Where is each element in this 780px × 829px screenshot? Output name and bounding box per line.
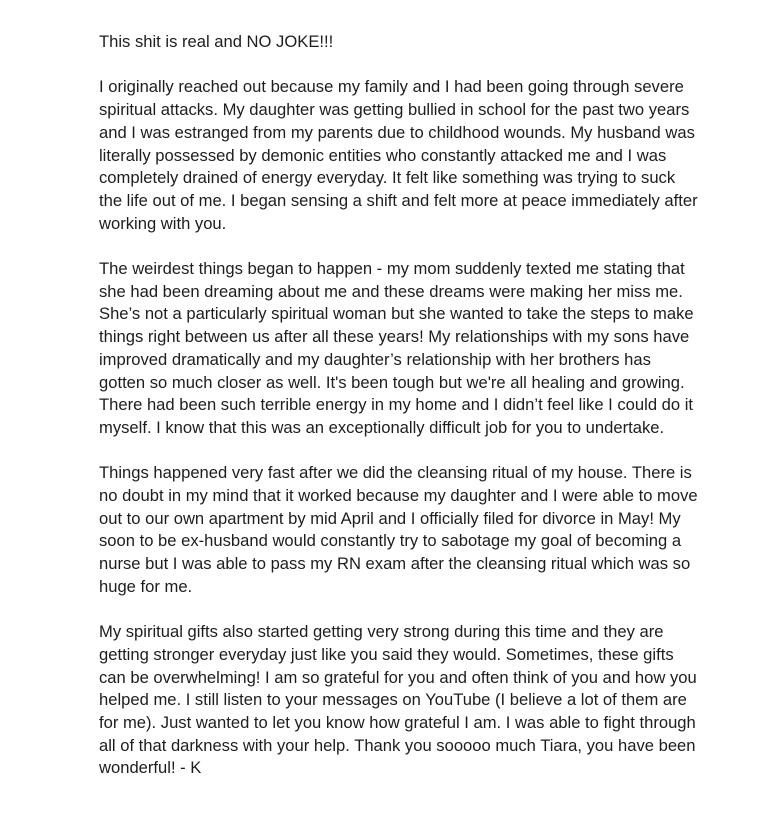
paragraph-cleansing-ritual: Things happened very fast after we did the cleansing ritual of my house. There is no doubt in my mind that it worked because my daughter and I were able to move out to our own apartment by mid April and I officially filed for divorce in May! My soon to be ex-husband would constantly try to sabotage my goal of becoming a nurse but I was able to pass my RN exam after the cleansing ritual which was so huge for me.	[99, 463, 698, 596]
paragraph-family-reconciliation: The weirdest things began to happen - my mom suddenly texted me stating that she had been dreaming about me and these dreams were making her miss me. She’s not a particularly spiritual woman but she wanted to take the steps to make things right between us after all these years! My relationships with my sons have improved dramatically and my daughter’s relationship with her brothers has gotten so much closer as well. It's been tough but we're all healing and growing. There had been such terrible energy in my home and I didn’t feel like I could do it myself. I know that this was an exceptionally difficult job for you to undertake.	[99, 259, 694, 437]
testimonial-document	[99, 31, 699, 780]
headline: This shit is real and NO JOKE!!!	[99, 32, 334, 51]
paragraph-spiritual-gifts: My spiritual gifts also started getting very strong during this time and they are getting stronger everyday just like you said they would. Sometimes, these gifts can be overwhelming! I am so grateful for you and often think of you and how you helped me. I still listen to your messages on YouTube (I believe a lot of them are for me). Just wanted to let you know how grateful I am. I was able to fight through all of that darkness with your help. Thank you sooooo much Tiara, you have been wonderful! - K	[99, 622, 697, 778]
paragraph-spiritual-attacks: I originally reached out because my family and I had been going through severe spiritual attacks. My daughter was getting bullied in school for the past two years and I was estranged from my parents due to childhood wounds. My husband was literally possessed by demonic entities who constantly attacked me and I was completely drained of energy everyday. It felt like something was trying to suck the life out of me. I began sensing a shift and felt more at peace immediately after working with you.	[99, 77, 698, 233]
